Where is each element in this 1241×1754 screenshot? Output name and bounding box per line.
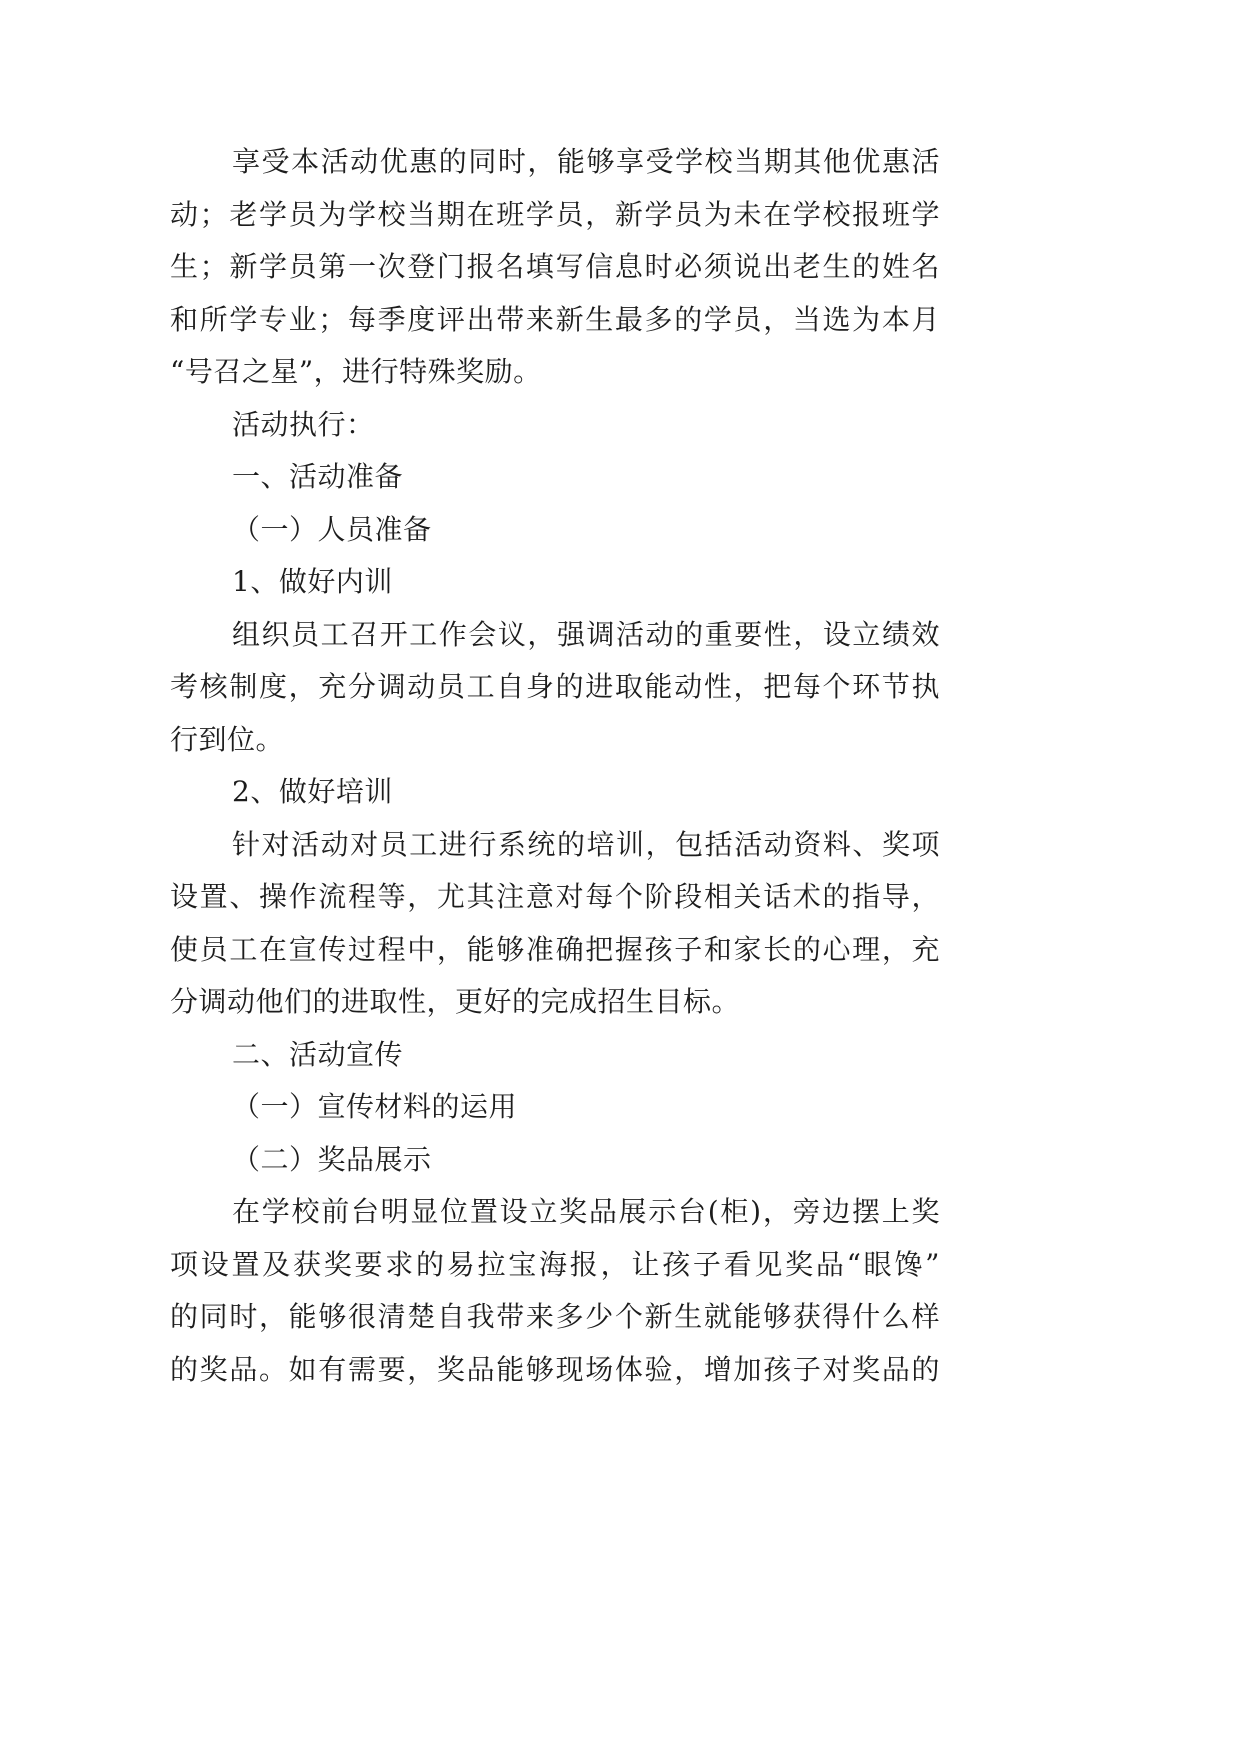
text-line: “号召之星”，进行特殊奖励。 xyxy=(170,355,542,388)
subheading-prize-display xyxy=(170,1134,940,1187)
text-line: 动；老学员为学校当期在班学员，新学员为未在学校报班学 xyxy=(170,197,940,231)
text-line: 组织员工召开工作会议，强调活动的重要性，设立绩效 xyxy=(232,617,940,651)
heading-activity-preparation xyxy=(170,451,940,504)
text-line: 使员工在宣传过程中，能够准确把握孩子和家长的心理，充 xyxy=(170,932,940,966)
text-line: （一）人员准备 xyxy=(232,512,432,546)
text-line: （二）奖品展示 xyxy=(232,1142,432,1176)
document-body xyxy=(170,136,940,1396)
heading-activity-promotion xyxy=(170,1029,940,1082)
text-line: 活动执行： xyxy=(232,407,375,441)
text-line: 项设置及获奖要求的易拉宝海报，让孩子看见奖品“眼馋” xyxy=(170,1247,940,1281)
paragraph-training xyxy=(170,819,940,1029)
text-line: 的奖品。如有需要，奖品能够现场体验，增加孩子对奖品的 xyxy=(170,1352,940,1386)
text-line: 考核制度，充分调动员工自身的进取能动性，把每个环节执 xyxy=(170,670,940,703)
text-line: 行到位。 xyxy=(170,722,285,756)
paragraph-referral-rules xyxy=(170,136,940,399)
text-line: 针对活动对员工进行系统的培训，包括活动资料、奖项 xyxy=(232,827,940,861)
subheading-internal-training xyxy=(170,556,940,609)
text-line: 分调动他们的进取性，更好的完成招生目标。 xyxy=(170,985,741,1018)
text-line: 一、活动准备 xyxy=(232,460,404,493)
heading-activity-execution xyxy=(170,399,940,452)
subheading-promo-materials xyxy=(170,1081,940,1134)
text-line: （一）宣传材料的运用 xyxy=(232,1090,518,1123)
text-line: 1、做好内训 xyxy=(232,565,393,598)
subheading-staff-preparation xyxy=(170,504,940,557)
text-line: 和所学专业；每季度评出带来新生最多的学员，当选为本月 xyxy=(170,302,940,336)
paragraph-prize-display xyxy=(170,1186,940,1396)
paragraph-internal-training xyxy=(170,609,940,767)
subheading-training xyxy=(170,766,940,819)
text-line: 2、做好培训 xyxy=(232,775,393,808)
text-line: 的同时，能够很清楚自我带来多少个新生就能够获得什么样 xyxy=(170,1300,940,1333)
text-line: 生；新学员第一次登门报名填写信息时必须说出老生的姓名 xyxy=(170,250,940,283)
text-line: 在学校前台明显位置设立奖品展示台(柜)，旁边摆上奖 xyxy=(232,1195,940,1228)
text-line: 享受本活动优惠的同时，能够享受学校当期其他优惠活 xyxy=(232,145,940,178)
text-line: 二、活动宣传 xyxy=(232,1037,404,1071)
text-line: 设置、操作流程等，尤其注意对每个阶段相关话术的指导， xyxy=(170,880,940,913)
